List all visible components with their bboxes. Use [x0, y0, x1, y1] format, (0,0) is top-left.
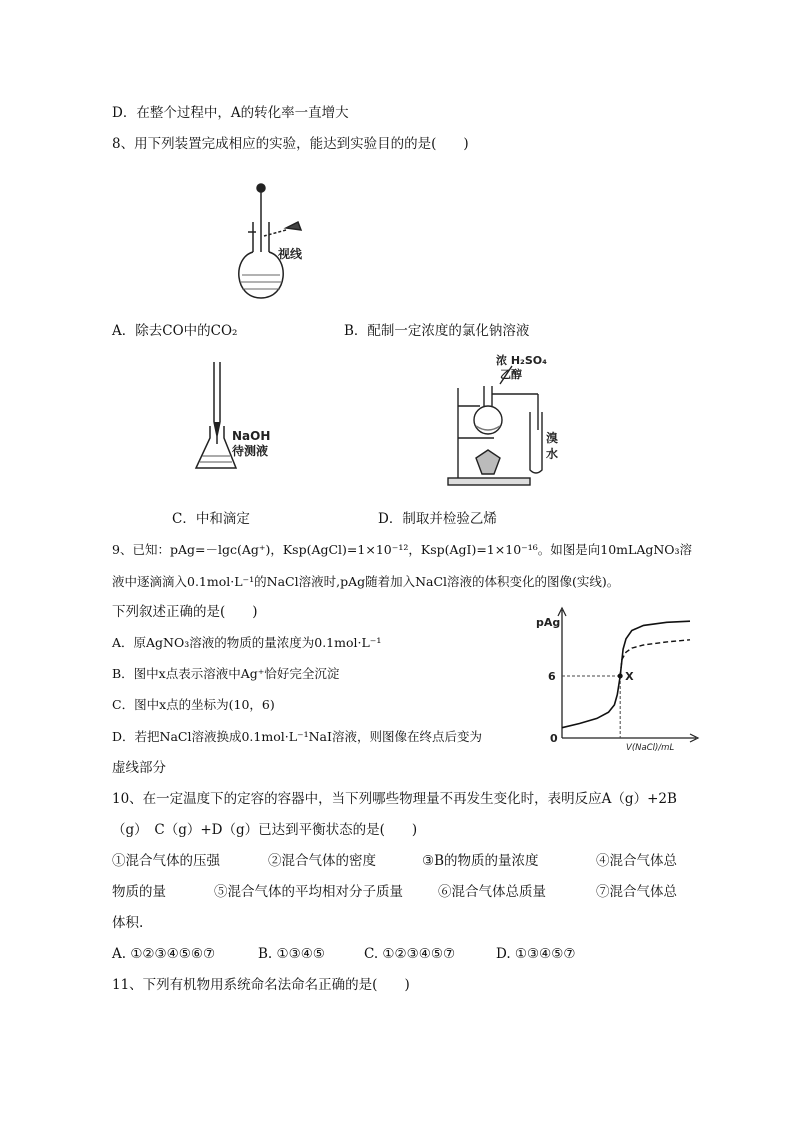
q10-item-7-cont: 体积.: [112, 915, 144, 931]
q9-stem-line1: 9、已知：pAg=－lgc(Ag⁺)，Ksp(AgCl)=1×10⁻¹²，Ksp(AgI)=1×10⁻¹⁶。如图是向10mLAgNO₃溶: [112, 542, 693, 557]
q10-item-4: ④混合气体总: [596, 853, 677, 869]
q10-item-1: ①混合气体的压强: [112, 853, 220, 869]
x-axis-label: V(NaCl)/mL: [626, 743, 675, 753]
q9-stem-line2: 液中逐滴滴入0.1mol·L⁻¹的NaCl溶液时,pAg随着加入NaCl溶液的体积变化的图像(实线)。: [112, 574, 620, 589]
titration-figure: [190, 360, 290, 480]
q10-item-2: ②混合气体的密度: [268, 853, 376, 869]
q10-item-6: ⑥混合气体总质量: [438, 884, 546, 900]
x-point-marker: [618, 674, 623, 679]
q10-stem-line2: （g） C（g）+D（g）已达到平衡状态的是( ): [112, 822, 418, 838]
test-tube: [530, 412, 542, 473]
volumetric-flask-figure: [228, 180, 318, 305]
conc-h2so4-label: 浓 H₂SO₄: [496, 354, 547, 367]
q10-stem-line1: 10、在一定温度下的定容的容器中，当下列哪些物理量不再发生变化时，表明反应A（g）+2B: [112, 791, 677, 807]
x-point-label: X: [625, 670, 634, 683]
q10-choice-a: A. ①②③④⑤⑥⑦: [112, 946, 216, 962]
dropper-bulb: [257, 184, 265, 192]
q10-item-3: ③B的物质的量浓度: [422, 853, 539, 869]
q10-choice-d: D. ①③④⑤⑦: [496, 946, 576, 962]
q8-option-c: C．中和滴定: [172, 511, 250, 527]
bromine-water-label-2: 水: [546, 447, 559, 461]
burette: [214, 362, 220, 422]
q9-option-c: C．图中x点的坐标为(10，6): [112, 697, 275, 712]
ethylene-apparatus-figure: [446, 350, 566, 490]
q9-stem-line3: 下列叙述正确的是( ): [112, 604, 258, 620]
q11-stem: 11、下列有机物用系统命名法命名正确的是( ): [112, 977, 410, 993]
test-solution-label: 待测液: [232, 444, 269, 458]
eye-icon: [286, 222, 301, 230]
q9-option-d-line2: 虚线部分: [112, 760, 166, 776]
q10-choice-b: B. ①③④⑤: [258, 946, 325, 962]
q10-choice-c: C. ①②③④⑤⑦: [364, 946, 456, 962]
q10-item-5: ⑤混合气体的平均相对分子质量: [214, 884, 403, 900]
q9-option-d-line1: D．若把NaCl溶液换成0.1mol·L⁻¹NaI溶液，则图像在终点后变为: [112, 729, 482, 744]
stand-base: [448, 478, 530, 485]
pag-titration-chart: [534, 604, 704, 754]
q10-item-4-cont: 物质的量: [112, 884, 166, 900]
q9-option-b: B．图中x点表示溶液中Ag⁺恰好完全沉淀: [112, 666, 340, 681]
q8-option-a: A．除去CO中的CO₂: [112, 323, 238, 339]
sight-line-label: 视线: [278, 247, 303, 261]
ethanol-label: 乙醇: [500, 368, 522, 381]
q8-stem: 8、用下列装置完成相应的实验，能达到实验目的的是( ): [112, 136, 469, 152]
q8-option-b: B．配制一定浓度的氯化钠溶液: [344, 323, 530, 339]
y-axis-label: pAg: [536, 616, 561, 629]
alcohol-lamp: [476, 450, 500, 474]
bromine-water-label-1: 溴: [546, 431, 559, 445]
y-tick-6: 6: [548, 670, 556, 683]
q10-item-7: ⑦混合气体总: [596, 884, 677, 900]
q9-option-a: A．原AgNO₃溶液的物质的量浓度为0.1mol·L⁻¹: [112, 635, 382, 650]
origin-label: 0: [550, 732, 558, 745]
q7-option-d: D．在整个过程中，A的转化率一直增大: [112, 105, 349, 121]
naoh-label: NaOH: [232, 429, 271, 443]
q8-option-d: D．制取并检验乙烯: [378, 511, 497, 527]
